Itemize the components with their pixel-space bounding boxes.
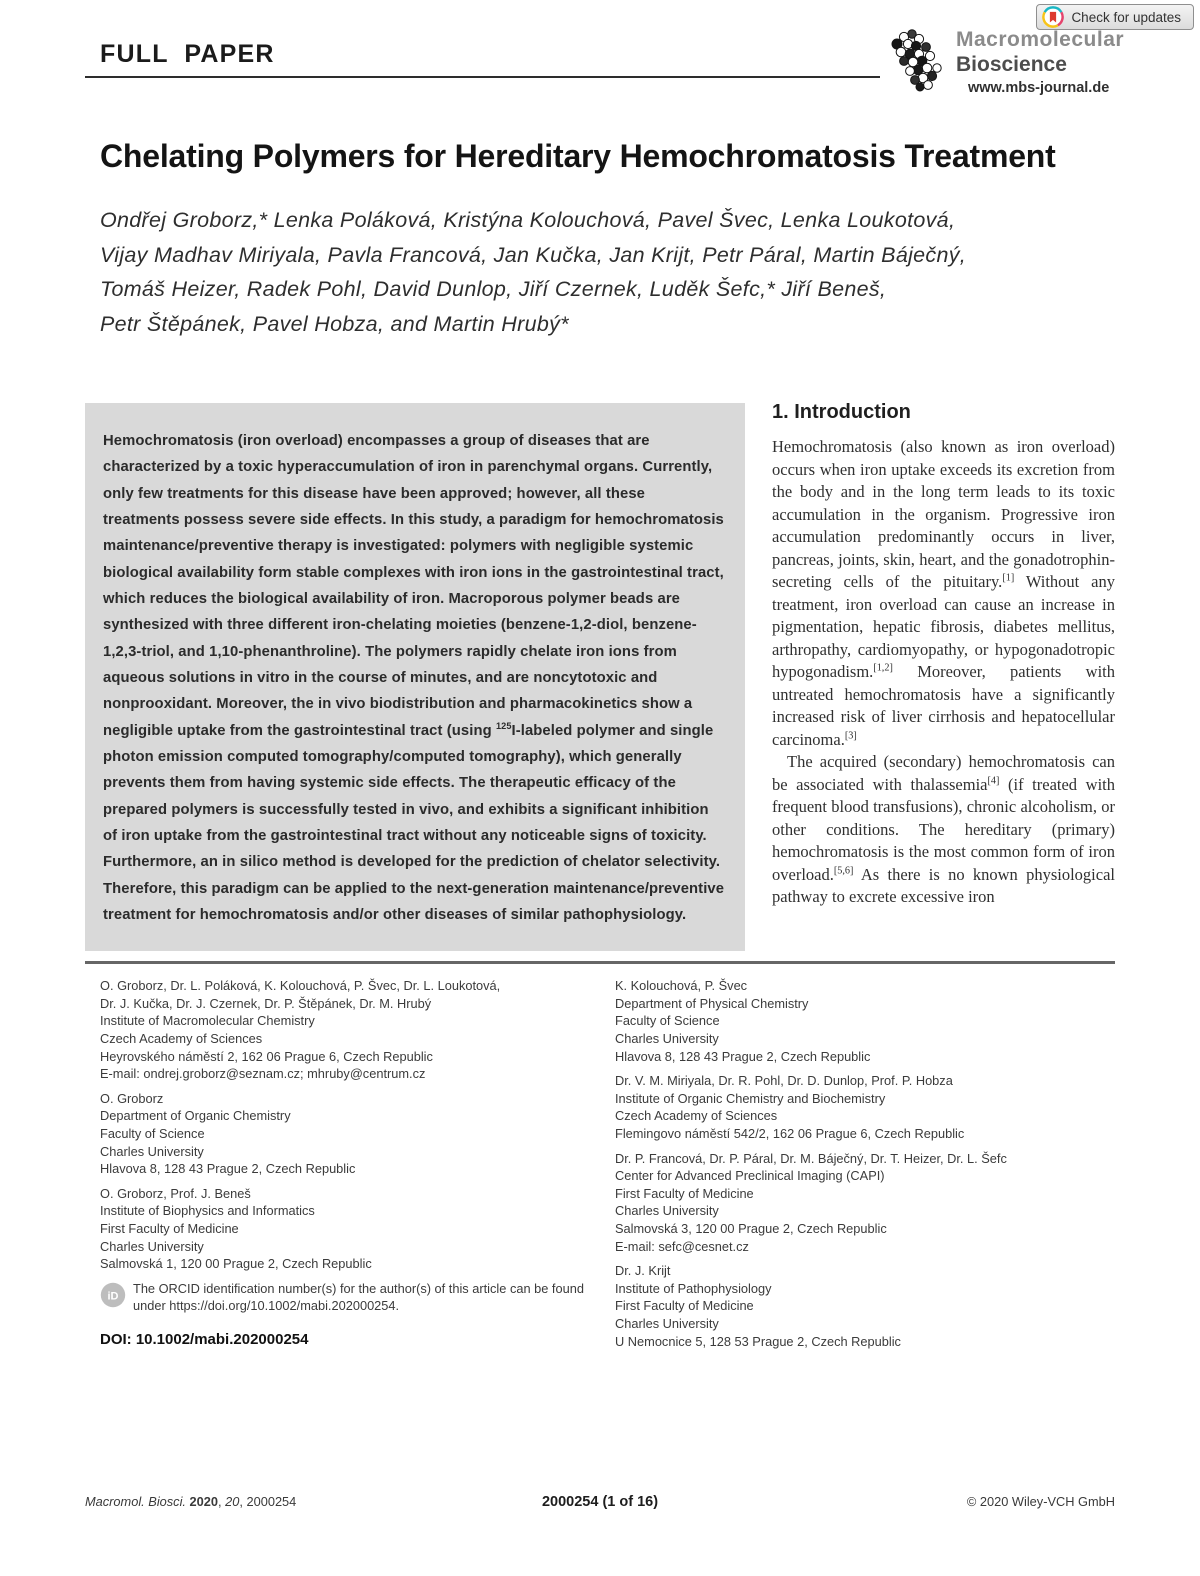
text-segment: I-labeled polymer and single photon emission computed tomography/computed tomography), which generally prevents them from having systemic side effects. The therapeutic efficacy of the prepared polymers is successfully tested in vivo, and exhibits a significant inhibition of iron uptake from the gastrointestinal tract without any noticeable signs of toxicity. Furthermore, an in silico method is developed for the prediction of chelator selectivity. Therefore, this paradigm can be applied to the next-generation maintenance/preventive treatment for hemochromatosis and/or other diseases of similar pathophysiology. [103, 722, 725, 923]
affiliation-group [615, 1262, 1115, 1350]
text-line: Department of Physical Chemistry [615, 995, 809, 1011]
doi-line: DOI: 10.1002/mabi.202000254 [100, 1330, 309, 1348]
introduction-heading: 1. Introduction [772, 401, 911, 423]
text-line: Institute of Organic Chemistry and Biochemistry [615, 1090, 886, 1106]
introduction-column [772, 403, 1115, 909]
journal-logo-text [956, 28, 1124, 96]
crossmark-bookmark-icon [1042, 6, 1064, 28]
text-line: Vijay Madhav Miriyala, Pavla Francová, Jan Kučka, Jan Krijt, Petr Páral, Martin Báječný, [100, 242, 967, 267]
reference-marker: [4] [987, 775, 1000, 786]
text-line: Hlavova 8, 128 43 Prague 2, Czech Republic [615, 1048, 871, 1064]
affiliation-group [615, 1072, 1115, 1142]
journal-name-line1: Macromolecular [956, 28, 1125, 51]
text-line: Tomáš Heizer, Radek Pohl, David Dunlop, Jiří Czernek, Luděk Šefc,* Jiří Beneš, [100, 277, 887, 302]
text-line: Dr. V. M. Miriyala, Dr. R. Pohl, Dr. D. Dunlop, Prof. P. Hobza [615, 1073, 953, 1089]
affiliations-divider-rule [85, 961, 1115, 964]
text-line: Institute of Pathophysiology [615, 1280, 772, 1296]
author-list [100, 203, 1110, 341]
text-line: Salmovská 1, 120 00 Prague 2, Czech Republic [100, 1256, 372, 1272]
text-line: Salmovská 3, 120 00 Prague 2, Czech Republic [615, 1220, 887, 1236]
text-line: Charles University [100, 1143, 204, 1159]
affiliations-left-column [100, 977, 595, 1357]
text-segment: Without any treatment, iron overload can cause an increase in pigmentation, hepatic fibrosis, diabetes mellitus, arthropathy, cardiomyopathy, or hypogonadotropic hypogonadism. [772, 572, 1115, 681]
article-title: Chelating Polymers for Hereditary Hemochromatosis Treatment [100, 138, 1056, 174]
text-line: Czech Academy of Sciences [615, 1108, 778, 1124]
affiliation-group [100, 1185, 595, 1273]
text-segment: Hemochromatosis (also known as iron overload) occurs when iron uptake exceeds its excretion from the body and in the long term leads to its toxic accumulation in the organism. Progressive iron accumulation predominantly occurs in liver, pancreas, joints, skin, heart, and the gonadotrophin-secreting cells of the pituitary. [772, 437, 1115, 591]
affiliation-group [100, 1090, 595, 1178]
text-segment: The acquired (secondary) hemochromatosis can be associated with thalassemia [772, 752, 1115, 794]
page-footer [85, 1494, 1115, 1510]
affiliation-group [615, 977, 1115, 1065]
text-line: O. Groborz, Dr. L. Poláková, K. Kolouchová, P. Švec, Dr. L. Loukotová, [100, 978, 501, 994]
journal-logo [890, 28, 1124, 96]
text-line: Petr Štěpánek, Pavel Hobza, and Martin Hrubý* [100, 311, 569, 336]
affiliation-group [100, 977, 595, 1083]
text-line: Center for Advanced Preclinical Imaging (CAPI) [615, 1168, 885, 1184]
masthead-rule [85, 76, 880, 78]
text-segment: Hemochromatosis (iron overload) encompasses a group of diseases that are characterized by a toxic hyperaccumulation of iron in parenchymal organs. Currently, only few treatments for this disease have been approved; however, all these treatments possess severe side effects. In this study, a paradigm for hemochromatosis maintenance/preventive therapy is investigated: polymers with negligible systemic biological availability form stable complexes with iron ions in the gastrointestinal tract, which reduces the biological availability of iron. Macroporous polymer beads are synthesized with three different iron-chelating moieties (benzene-1,2-diol, benzene-1,2,3-triol, and 1,10-phenanthroline). The polymers rapidly chelate iron ions from aqueous solutions in vitro in the course of minutes, and are noncytotoxic and nonprooxidant. Moreover, the in vivo biodistribution and pharmacokinetics show a negligible uptake from the gastrointestinal tract (using [103, 433, 724, 739]
text-segment: Macromol. Biosci. [85, 1494, 190, 1509]
affiliations-right-column [615, 977, 1115, 1357]
affiliation-group [615, 1150, 1115, 1256]
text-line: First Faculty of Medicine [100, 1220, 239, 1236]
text-line: First Faculty of Medicine [615, 1185, 754, 1201]
orcid-note-text: The ORCID identification number(s) for the author(s) of this article can be found under https://doi.org/10.1002/mabi.202000254. [133, 1280, 584, 1314]
text-line: O. Groborz, Prof. J. Beneš [100, 1185, 251, 1201]
abstract-box [85, 403, 745, 951]
journal-name-line2: Bioscience [956, 53, 1067, 76]
text-segment: 2020 [189, 1494, 218, 1509]
text-line: Heyrovského náměstí 2, 162 06 Prague 6, Czech Republic [100, 1048, 433, 1064]
text-line: Charles University [615, 1315, 719, 1331]
text-line: Dr. J. Krijt [615, 1263, 671, 1279]
text-line: E-mail: sefc@cesnet.cz [615, 1238, 749, 1254]
text-line: Dr. P. Francová, Dr. P. Páral, Dr. M. Báječný, Dr. T. Heizer, Dr. L. Šefc [615, 1150, 1007, 1166]
abstract-text [103, 428, 725, 928]
text-line: Charles University [615, 1031, 719, 1047]
text-line: K. Kolouchová, P. Švec [615, 978, 748, 994]
footer-page-info: 2000254 (1 of 16) [541, 1494, 659, 1510]
text-line: E-mail: ondrej.groborz@seznam.cz; mhruby@centrum.cz [100, 1066, 426, 1082]
text-line: Flemingovo náměstí 542/2, 162 06 Prague 6, Czech Republic [615, 1125, 965, 1141]
text-segment: , 2000254 [239, 1494, 297, 1509]
text-line: Charles University [100, 1238, 204, 1254]
reference-marker: 125 [495, 720, 512, 731]
text-segment: 20 [225, 1494, 240, 1509]
text-line: First Faculty of Medicine [615, 1298, 754, 1314]
main-columns [85, 403, 1115, 951]
reference-marker: [5,6] [833, 865, 854, 876]
text-line: Department of Organic Chemistry [100, 1108, 291, 1124]
introduction-paragraph-2 [772, 751, 1115, 909]
text-line: Hlavova 8, 128 43 Prague 2, Czech Republic [100, 1161, 356, 1177]
text-line: O. Groborz [100, 1090, 164, 1106]
polymer-molecule-image [890, 28, 948, 94]
article-category-label: FULL PAPER [100, 40, 275, 68]
text-line: U Nemocnice 5, 128 53 Prague 2, Czech Republic [615, 1333, 901, 1349]
text-segment: (if treated with frequent blood transfusions), chronic alcoholism, or other conditions. The hereditary (primary) hemochromatosis is the most common form of iron overload. [772, 774, 1115, 884]
text-line: Charles University [615, 1203, 719, 1219]
text-line: Faculty of Science [100, 1125, 205, 1141]
reference-marker: [3] [844, 730, 857, 741]
orcid-id-icon [100, 1282, 126, 1308]
text-segment: Moreover, patients with untreated hemochromatosis have a significantly increased risk of liver cirrhosis and hepatocellular carcinoma. [772, 662, 1115, 749]
text-segment: , [218, 1494, 226, 1509]
text-line: Ondřej Groborz,* Lenka Poláková, Kristýna Kolouchová, Pavel Švec, Lenka Loukotová, [100, 208, 956, 233]
orcid-note [100, 1280, 595, 1315]
footer-citation [85, 1494, 542, 1509]
text-line: Dr. J. Kučka, Dr. J. Czernek, Dr. P. Štěpánek, Dr. M. Hrubý [100, 995, 432, 1011]
text-line: Institute of Macromolecular Chemistry [100, 1013, 315, 1029]
text-segment: As there is no known physiological pathway to excrete excessive iron [772, 864, 1115, 906]
text-line: Faculty of Science [615, 1013, 720, 1029]
introduction-paragraph-1 [772, 436, 1115, 751]
check-for-updates-label: Check for updates [1071, 9, 1181, 25]
text-line: Institute of Biophysics and Informatics [100, 1203, 315, 1219]
footer-copyright: © 2020 Wiley-VCH GmbH [966, 1494, 1116, 1509]
check-for-updates-badge[interactable] [1036, 4, 1194, 30]
journal-url-link[interactable]: www.mbs-journal.de [968, 80, 1110, 96]
reference-marker: [1,2] [873, 662, 893, 674]
text-line: Czech Academy of Sciences [100, 1031, 263, 1047]
affiliations [100, 977, 1200, 1357]
svg-text:iD: iD [107, 1290, 119, 1303]
reference-marker: [1] [1002, 572, 1015, 584]
